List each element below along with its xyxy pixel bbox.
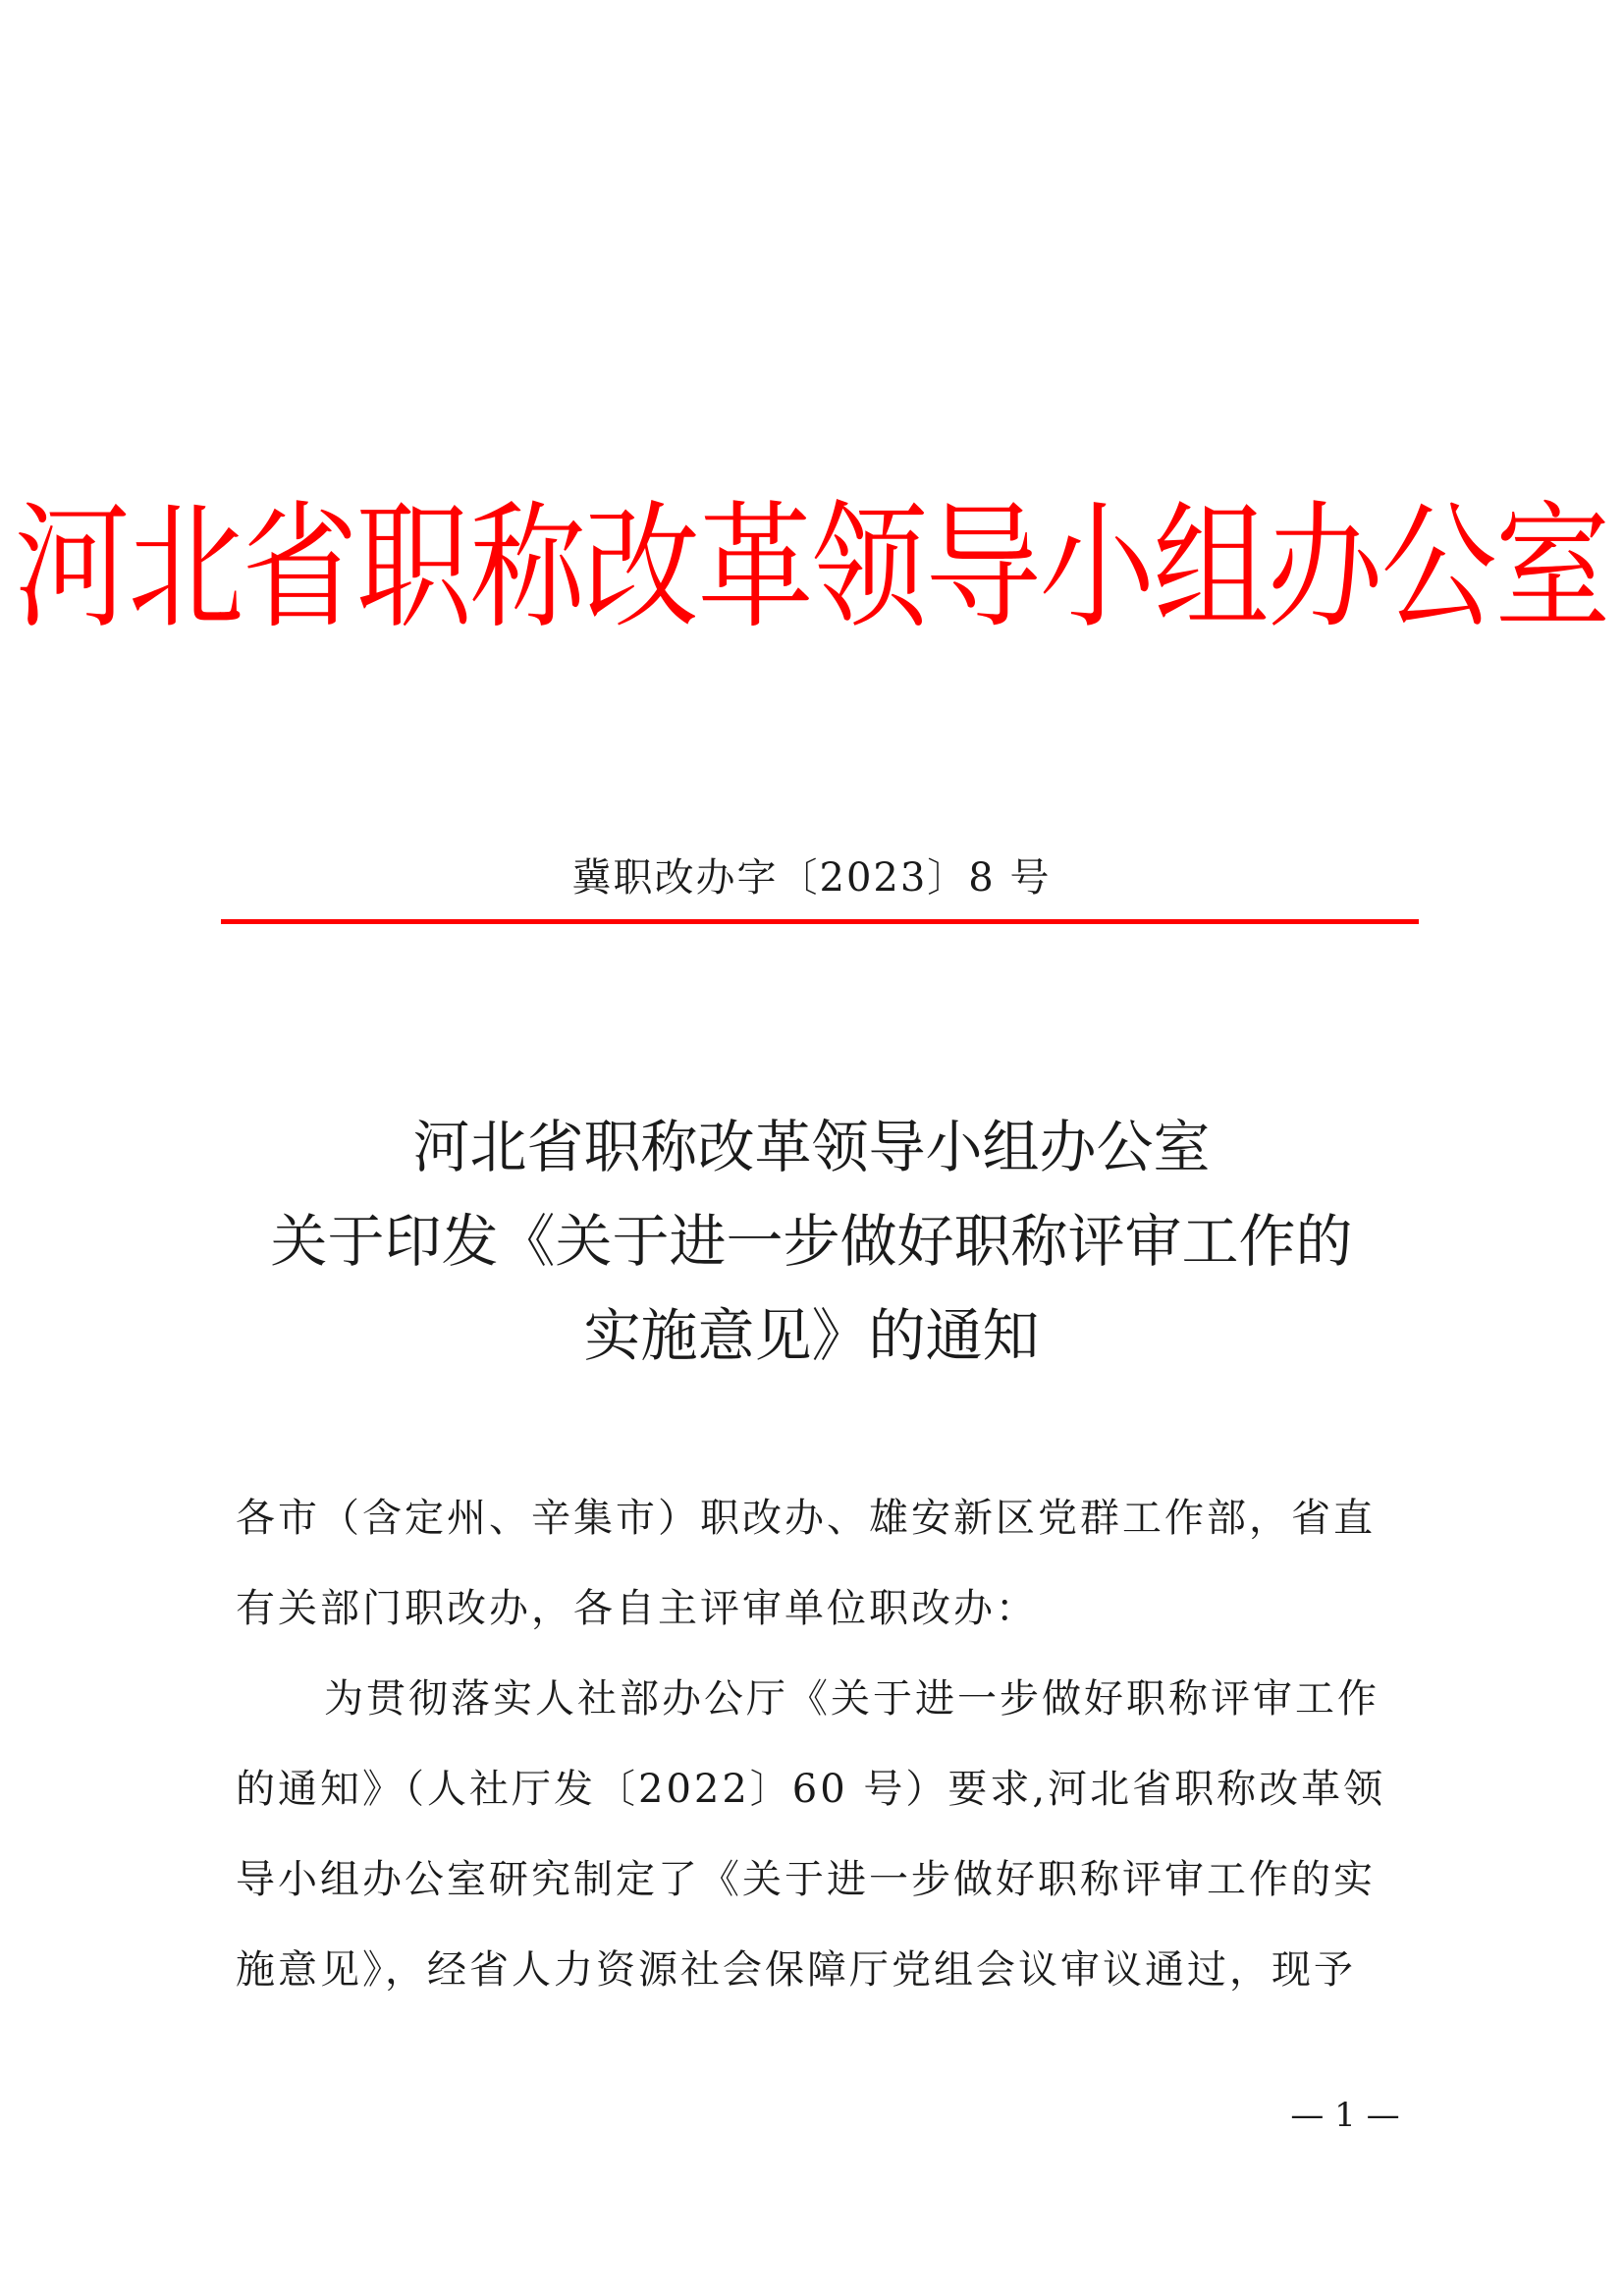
title-line-3: 实施意见》的通知 bbox=[583, 1302, 1040, 1369]
body-line-paragraph-3: 导小组办公室研究制定了《关于进一步做好职称评审工作的实 bbox=[236, 1857, 1376, 1902]
body-text bbox=[236, 1473, 1404, 2015]
page-number: — 1 — bbox=[1290, 2096, 1400, 2135]
masthead-org-name: 河北省职称改革领导小组办公室 bbox=[14, 487, 1609, 648]
body-line-paragraph-4: 施意见》，经省人力资源社会保障厅党组会议审议通过，现予 bbox=[236, 1947, 1356, 1993]
body-line-paragraph-1: 为贯彻落实人社部办公厅《关于进一步做好职称评审工作 bbox=[324, 1676, 1380, 1722]
body-line-addressee-1: 各市（含定州、辛集市）职改办、雄安新区党群工作部，省直 bbox=[236, 1496, 1376, 1541]
title-line-1: 河北省职称改革领导小组办公室 bbox=[412, 1114, 1211, 1180]
document-title bbox=[0, 1100, 1623, 1383]
document-number: 冀职改办字〔2023〕8 号 bbox=[571, 855, 1052, 901]
body-line-addressee-2: 有关部门职改办，各自主评审单位职改办： bbox=[236, 1586, 1038, 1631]
title-line-2: 关于印发《关于进一步做好职称评审工作的 bbox=[270, 1208, 1353, 1275]
red-divider-rule bbox=[221, 919, 1419, 924]
body-line-paragraph-2: 的通知》（人社厅发〔2022〕60 号）要求,河北省职称改革领 bbox=[236, 1767, 1386, 1812]
